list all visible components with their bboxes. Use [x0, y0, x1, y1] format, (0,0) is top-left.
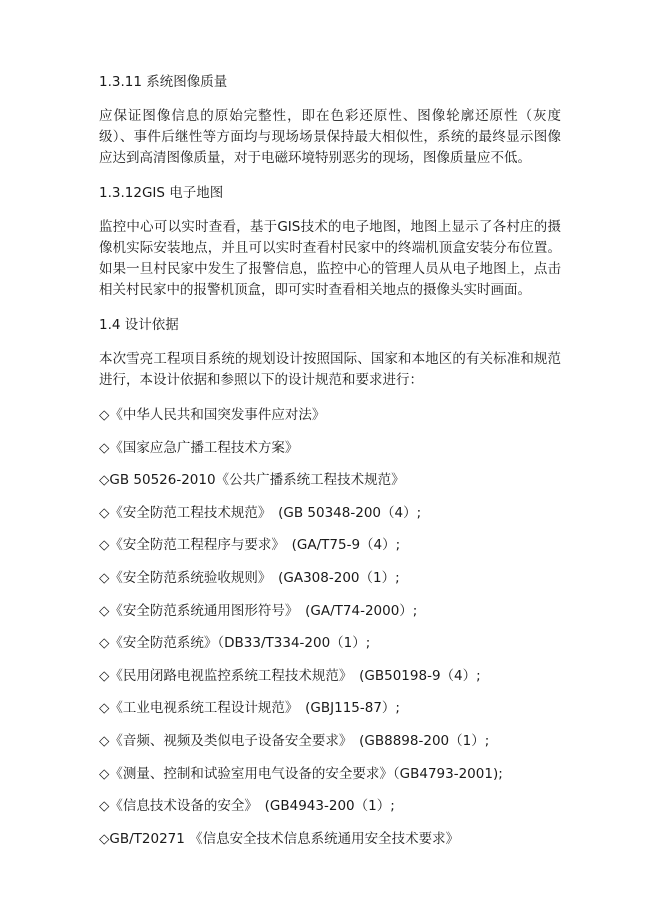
section-heading-design-basis: 1.4 设计依据 — [99, 317, 179, 333]
document-page — [99, 72, 561, 861]
standard-list-item: ◇《安全防范系统验收规则》 (GA308-200（1）; — [99, 569, 400, 586]
standard-list-item: ◇GB/T20271 《信息安全技术信息系统通用安全技术要求》 — [99, 830, 460, 847]
standard-list-item: ◇《测量、控制和试验室用电气设备的安全要求》（GB4793-2001); — [99, 765, 503, 782]
standard-list-item: ◇《安全防范工程技术规范》 (GB 50348-200（4）; — [99, 504, 422, 521]
section-heading-gis-map: 1.3.12GIS 电子地图 — [99, 185, 224, 201]
standard-list-item: ◇《安全防范系统》（DB33/T334-200（1）; — [99, 635, 371, 652]
section-heading-image-quality: 1.3.11 系统图像质量 — [99, 74, 228, 90]
paragraph-gis-map: 监控中心可以实时查看，基于GIS技术的电子地图，地图上显示了各村庄的摄像机实际安装地点，并且可以实时查看村民家中的终端机顶盒安装分布位置。如果一旦村民家中发生了报警信息，监控中心的管理人员从电子地图上，点击相关村民家中的报警机顶盒，即可实时查看相关地点的摄像头实时画面。 — [99, 219, 561, 298]
standard-list-item: ◇《音频、视频及类似电子设备安全要求》 (GB8898-200（1）; — [99, 732, 490, 749]
standard-list-item: ◇《工业电视系统工程设计规范》 (GBJ115-87）; — [99, 700, 400, 717]
paragraph-design-basis: 本次雪亮工程项目系统的规划设计按照国际、国家和本地区的有关标准和规范进行，本设计依据和参照以下的设计规范和要求进行： — [99, 351, 561, 388]
standard-list-item: ◇GB 50526-2010《公共广播系统工程技术规范》 — [99, 472, 405, 489]
standard-list-item: ◇《国家应急广播工程技术方案》 — [99, 439, 299, 456]
standard-list-item: ◇《民用闭路电视监控系统工程技术规范》 (GB50198-9（4）; — [99, 667, 481, 684]
paragraph-image-quality: 应保证图像信息的原始完整性，即在色彩还原性、图像轮廓还原性（灰度级）、事件后继性等方面均与现场场景保持最大相似性，系统的最终显示图像应达到高清图像质量，对于电磁环境特别恶劣的现场，图像质量应不低。 — [99, 108, 561, 166]
standard-list-item: ◇《信息技术设备的安全》 (GB4943-200（1）; — [99, 798, 395, 815]
standard-list-item: ◇《中华人民共和国突发事件应对法》 — [99, 407, 326, 423]
standard-list-item: ◇《安全防范系统通用图形符号》 (GA/T74-2000）; — [99, 602, 418, 619]
standard-list-item: ◇《安全防范工程程序与要求》 (GA/T75-9（4）; — [99, 537, 401, 554]
